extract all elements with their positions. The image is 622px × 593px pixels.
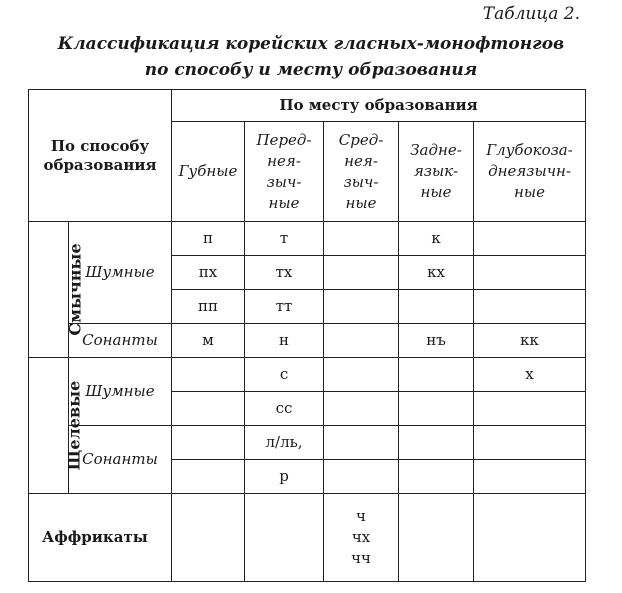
table-cell: т <box>245 222 324 256</box>
col-header-part: днеязычн- <box>488 162 571 180</box>
col-header-gubnye: Губные <box>172 122 245 222</box>
table-cell: с <box>245 358 324 392</box>
table-cell <box>172 392 245 426</box>
table-row <box>29 358 586 392</box>
place-header: По месту образования <box>172 90 586 122</box>
col-header-part: Задне- <box>410 141 462 159</box>
col-header-part: ные <box>514 183 546 201</box>
table-cell <box>324 256 399 290</box>
table-row <box>29 494 586 582</box>
col-header-part: ные <box>345 193 377 212</box>
header-row-1 <box>29 90 586 122</box>
group-smychnye <box>29 222 85 358</box>
table-cell: кх <box>399 256 474 290</box>
col-header-zadnejazychnye <box>399 122 474 222</box>
table-row <box>29 324 586 358</box>
table-cell <box>245 494 324 582</box>
table-title-line-2: по способу и месту образования <box>144 60 478 80</box>
table-cell: пх <box>172 256 245 290</box>
table-cell: м <box>172 324 245 358</box>
table-cell <box>324 290 399 324</box>
col-header-part: нея- <box>344 151 378 170</box>
col-header-part: Перед- <box>256 130 312 149</box>
classification-table <box>28 89 586 582</box>
col-header-srednejazychnye <box>324 122 399 222</box>
table-cell <box>399 494 474 582</box>
table-cell: п <box>172 222 245 256</box>
table-cell <box>324 392 399 426</box>
table-cell <box>474 460 586 494</box>
table-cell <box>324 460 399 494</box>
table-cell <box>474 222 586 256</box>
table-cell <box>172 358 245 392</box>
table-cell: сс <box>245 392 324 426</box>
affricate-item: чх <box>351 528 371 546</box>
table-title-line-1: Классификация корейских гласных-монофтонгов <box>57 34 565 54</box>
col-header-part: язык- <box>413 162 459 180</box>
col-header-part: зыч- <box>343 172 379 191</box>
table-cell <box>474 494 586 582</box>
col-header-part: ные <box>420 183 452 201</box>
table-cell-affrikaty <box>324 494 399 582</box>
table-cell <box>474 426 586 460</box>
col-header-part: Глубокоза- <box>486 141 573 159</box>
group-shchelevye <box>29 358 84 494</box>
table-cell: тх <box>245 256 324 290</box>
table-cell <box>399 426 474 460</box>
table-cell: тт <box>245 290 324 324</box>
table-cell <box>172 426 245 460</box>
col-header-part: нея- <box>267 151 301 170</box>
table-cell: л/ль, <box>245 426 324 460</box>
table-cell <box>399 290 474 324</box>
table-cell <box>399 460 474 494</box>
table-cell <box>172 494 245 582</box>
table-cell <box>399 358 474 392</box>
subgroup-shumnye: Шумные <box>69 358 172 426</box>
table-cell <box>474 290 586 324</box>
table-cell: х <box>474 358 586 392</box>
table-cell <box>172 460 245 494</box>
table-cell <box>474 256 586 290</box>
col-header-glubokozadnejazychnye <box>474 122 586 222</box>
table-cell <box>324 222 399 256</box>
affricate-item: ч <box>356 507 366 525</box>
col-header-part: зыч- <box>266 172 302 191</box>
table-cell: р <box>245 460 324 494</box>
table-caption: Таблица 2. <box>482 4 580 24</box>
table-cell <box>324 324 399 358</box>
table-cell <box>474 392 586 426</box>
affricate-item: чч <box>351 549 371 567</box>
table-row <box>29 426 586 460</box>
col-header-perednejazychnye <box>245 122 324 222</box>
table-cell <box>399 392 474 426</box>
table-cell <box>324 426 399 460</box>
group-label: Смычные <box>65 242 85 336</box>
table-cell: н <box>245 324 324 358</box>
table-cell: нъ <box>399 324 474 358</box>
subgroup-sonanty: Сонанты <box>69 324 172 358</box>
subgroup-shumnye: Шумные <box>69 222 172 324</box>
col-header-part: Сред- <box>338 130 384 149</box>
table-cell: кк <box>474 324 586 358</box>
subgroup-sonanty: Сонанты <box>69 426 172 494</box>
col-header-part: ные <box>268 193 300 212</box>
table-cell: пп <box>172 290 245 324</box>
table-cell: к <box>399 222 474 256</box>
corner-header: По способу образования <box>29 90 172 222</box>
table-cell <box>324 358 399 392</box>
group-label: Щелевые <box>64 380 84 470</box>
row-header-affrikaty: Аффрикаты <box>29 494 172 582</box>
table-row <box>29 222 586 256</box>
